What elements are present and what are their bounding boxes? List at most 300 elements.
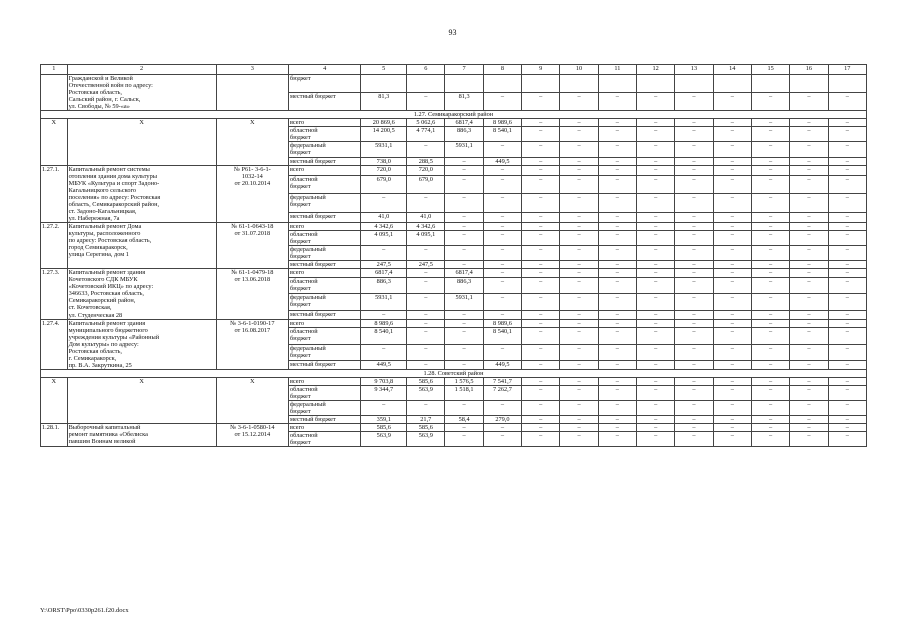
document-reference: № 61-1-0643-18 от 31.07.2018 xyxy=(216,222,288,268)
amount-cell: – xyxy=(522,175,560,194)
amount-cell: 81,3 xyxy=(445,93,483,111)
amount-cell: 585,6 xyxy=(407,377,445,385)
amount-cell: – xyxy=(713,424,751,432)
amount-cell: – xyxy=(828,416,866,424)
funding-source: бюджет xyxy=(289,75,361,93)
amount-cell: – xyxy=(445,165,483,175)
funding-source: областной бюджет xyxy=(289,385,361,400)
amount-cell: – xyxy=(637,319,675,328)
table-row xyxy=(41,269,867,278)
amount-cell: – xyxy=(407,269,445,278)
amount-cell: – xyxy=(828,230,866,245)
amount-cell: 8 540,1 xyxy=(361,328,407,344)
amount-cell: – xyxy=(483,277,521,293)
amount-cell: – xyxy=(675,432,713,447)
amount-cell: – xyxy=(828,165,866,175)
amount-cell: – xyxy=(828,175,866,194)
amount-cell: – xyxy=(598,194,636,213)
amount-cell: – xyxy=(407,277,445,293)
object-name: Капитальный ремонт здания муниципального бюджетного учреждения культуры «Районный Дом культуры» по адресу: Ростовская область, г. Семикаракорск, пр. В.А. Закруткина, 25 xyxy=(67,319,216,369)
amount-cell: – xyxy=(790,175,828,194)
amount-cell: – xyxy=(522,416,560,424)
amount-cell: – xyxy=(445,344,483,360)
table-row xyxy=(41,119,867,127)
amount-cell: – xyxy=(713,385,751,400)
amount-cell: – xyxy=(483,165,521,175)
amount-cell: – xyxy=(637,212,675,222)
section-header-row xyxy=(41,111,867,119)
amount-cell: – xyxy=(560,432,598,447)
amount-cell: – xyxy=(637,142,675,157)
amount-cell: 563,9 xyxy=(361,432,407,447)
amount-cell: – xyxy=(361,246,407,261)
amount-cell: – xyxy=(790,344,828,360)
amount-cell: – xyxy=(675,310,713,319)
amount-cell: – xyxy=(713,269,751,278)
funding-source: федеральный бюджет xyxy=(289,194,361,213)
amount-cell: – xyxy=(828,93,866,111)
amount-cell: 247,5 xyxy=(407,261,445,269)
amount-cell: 8 989,6 xyxy=(483,119,521,127)
object-name: Х xyxy=(67,119,216,165)
amount-cell: – xyxy=(828,319,866,328)
amount-cell: – xyxy=(598,328,636,344)
amount-cell: 679,0 xyxy=(361,175,407,194)
amount-cell: – xyxy=(675,127,713,142)
amount-cell: – xyxy=(361,310,407,319)
amount-cell: – xyxy=(713,175,751,194)
document-reference: № 3-6-1-0190-17 от 16.08.2017 xyxy=(216,319,288,369)
amount-cell: – xyxy=(637,119,675,127)
amount-cell: – xyxy=(560,424,598,432)
amount-cell: – xyxy=(675,277,713,293)
amount-cell: – xyxy=(407,344,445,360)
funding-source: федеральный бюджет xyxy=(289,246,361,261)
amount-cell: – xyxy=(637,127,675,142)
amount-cell: – xyxy=(790,230,828,245)
column-number-cell: 4 xyxy=(289,65,361,75)
funding-source: областной бюджет xyxy=(289,277,361,293)
amount-cell: – xyxy=(713,142,751,157)
section-header-row xyxy=(41,369,867,377)
amount-cell: 886,3 xyxy=(445,127,483,142)
amount-cell: – xyxy=(637,230,675,245)
amount-cell: 81,3 xyxy=(361,93,407,111)
amount-cell: – xyxy=(522,246,560,261)
amount-cell: – xyxy=(675,230,713,245)
amount-cell: – xyxy=(637,93,675,111)
amount-cell: – xyxy=(751,310,789,319)
amount-cell: – xyxy=(483,310,521,319)
amount-cell: – xyxy=(637,424,675,432)
amount-cell: – xyxy=(445,261,483,269)
amount-cell: – xyxy=(637,222,675,230)
amount-cell: – xyxy=(828,344,866,360)
object-name: Капитальный ремонт Дома культуры, расположенного по адресу: Ростовская область, город Семикаракорск, улица Серегина, дом 1 xyxy=(67,222,216,268)
amount-cell: – xyxy=(751,142,789,157)
amount-cell xyxy=(522,75,560,93)
amount-cell: – xyxy=(828,157,866,165)
amount-cell: 58,4 xyxy=(445,416,483,424)
amount-cell: – xyxy=(675,377,713,385)
funding-source: областной бюджет xyxy=(289,432,361,447)
amount-cell: – xyxy=(637,261,675,269)
amount-cell: – xyxy=(560,222,598,230)
item-number: 1.27.2. xyxy=(41,222,68,268)
amount-cell: – xyxy=(751,416,789,424)
amount-cell xyxy=(637,75,675,93)
amount-cell: – xyxy=(445,432,483,447)
amount-cell: – xyxy=(522,230,560,245)
amount-cell: – xyxy=(560,212,598,222)
amount-cell: – xyxy=(637,344,675,360)
amount-cell: – xyxy=(560,157,598,165)
amount-cell: – xyxy=(522,222,560,230)
amount-cell: – xyxy=(790,416,828,424)
amount-cell: – xyxy=(598,175,636,194)
amount-cell: – xyxy=(751,319,789,328)
amount-cell: – xyxy=(675,142,713,157)
amount-cell: – xyxy=(598,424,636,432)
funding-source: местный бюджет xyxy=(289,361,361,370)
amount-cell: – xyxy=(598,277,636,293)
amount-cell: – xyxy=(713,165,751,175)
amount-cell: – xyxy=(751,377,789,385)
amount-cell xyxy=(751,75,789,93)
amount-cell: – xyxy=(483,246,521,261)
section-title: 1.27. Семикаракорский район xyxy=(41,111,867,119)
item-number: 1.28.1. xyxy=(41,424,68,447)
amount-cell: 8 989,6 xyxy=(483,319,521,328)
amount-cell: – xyxy=(522,194,560,213)
amount-cell: – xyxy=(713,157,751,165)
amount-cell: 6817,4 xyxy=(361,269,407,278)
column-number-row xyxy=(41,65,867,75)
amount-cell: – xyxy=(445,361,483,370)
amount-cell: – xyxy=(598,344,636,360)
amount-cell xyxy=(675,75,713,93)
amount-cell: 4 095,1 xyxy=(361,230,407,245)
amount-cell xyxy=(445,75,483,93)
amount-cell: – xyxy=(828,401,866,416)
amount-cell: – xyxy=(522,294,560,310)
amount-cell: – xyxy=(483,175,521,194)
funding-source: местный бюджет xyxy=(289,157,361,165)
column-number-cell: 14 xyxy=(713,65,751,75)
amount-cell: – xyxy=(637,377,675,385)
amount-cell: – xyxy=(828,194,866,213)
amount-cell: – xyxy=(637,165,675,175)
section-title: 1.28. Советский район xyxy=(41,369,867,377)
amount-cell: – xyxy=(560,165,598,175)
amount-cell: – xyxy=(560,416,598,424)
amount-cell: – xyxy=(445,212,483,222)
amount-cell: – xyxy=(598,310,636,319)
column-number-cell: 12 xyxy=(637,65,675,75)
amount-cell: 14 200,5 xyxy=(361,127,407,142)
amount-cell: – xyxy=(522,269,560,278)
amount-cell: – xyxy=(445,157,483,165)
amount-cell: – xyxy=(560,319,598,328)
footer-file-path: Y:\ORST\Ppo\0330p261.f20.docx xyxy=(40,607,129,614)
amount-cell: – xyxy=(675,175,713,194)
document-reference: № Р61- 3-6-1- 1032-14 от 20.10.2014 xyxy=(216,165,288,222)
amount-cell: – xyxy=(407,310,445,319)
amount-cell: – xyxy=(751,93,789,111)
amount-cell xyxy=(828,75,866,93)
table-row xyxy=(41,75,867,93)
amount-cell: – xyxy=(675,385,713,400)
funding-source: местный бюджет xyxy=(289,93,361,111)
amount-cell: – xyxy=(828,377,866,385)
amount-cell: – xyxy=(675,261,713,269)
amount-cell: – xyxy=(713,261,751,269)
amount-cell: 886,3 xyxy=(445,277,483,293)
amount-cell: – xyxy=(522,212,560,222)
amount-cell: 6817,4 xyxy=(445,119,483,127)
amount-cell: – xyxy=(598,93,636,111)
amount-cell: – xyxy=(751,424,789,432)
amount-cell: – xyxy=(751,385,789,400)
amount-cell: – xyxy=(598,361,636,370)
amount-cell: – xyxy=(598,157,636,165)
amount-cell: – xyxy=(598,269,636,278)
amount-cell: – xyxy=(598,119,636,127)
amount-cell: – xyxy=(637,157,675,165)
amount-cell: – xyxy=(675,328,713,344)
amount-cell: – xyxy=(522,93,560,111)
amount-cell: – xyxy=(560,277,598,293)
amount-cell: – xyxy=(637,328,675,344)
amount-cell: – xyxy=(522,142,560,157)
amount-cell: – xyxy=(637,269,675,278)
amount-cell: – xyxy=(828,142,866,157)
amount-cell: – xyxy=(751,127,789,142)
amount-cell: – xyxy=(598,261,636,269)
amount-cell: 41,0 xyxy=(361,212,407,222)
amount-cell: – xyxy=(522,157,560,165)
amount-cell xyxy=(407,75,445,93)
amount-cell: – xyxy=(522,377,560,385)
amount-cell: – xyxy=(483,344,521,360)
amount-cell: 5931,1 xyxy=(361,142,407,157)
amount-cell xyxy=(713,75,751,93)
amount-cell: – xyxy=(713,416,751,424)
document-reference: № 61-1-0479-18 от 13.06.2018 xyxy=(216,269,288,319)
amount-cell: – xyxy=(675,269,713,278)
amount-cell: – xyxy=(483,93,521,111)
amount-cell: – xyxy=(713,246,751,261)
amount-cell: 5931,1 xyxy=(361,294,407,310)
amount-cell: 8 540,1 xyxy=(483,328,521,344)
amount-cell: – xyxy=(483,212,521,222)
amount-cell: – xyxy=(675,157,713,165)
funding-source: федеральный бюджет xyxy=(289,142,361,157)
amount-cell: – xyxy=(675,165,713,175)
column-number-cell: 3 xyxy=(216,65,288,75)
funding-source: всего xyxy=(289,377,361,385)
funding-source: областной бюджет xyxy=(289,328,361,344)
amount-cell: – xyxy=(637,194,675,213)
document-reference xyxy=(216,75,288,111)
amount-cell: – xyxy=(713,119,751,127)
amount-cell: – xyxy=(445,230,483,245)
amount-cell: – xyxy=(751,269,789,278)
funding-source: областной бюджет xyxy=(289,230,361,245)
table-row xyxy=(41,319,867,328)
funding-source: федеральный бюджет xyxy=(289,344,361,360)
page-number: 93 xyxy=(448,28,457,37)
amount-cell: – xyxy=(675,344,713,360)
amount-cell: – xyxy=(637,277,675,293)
amount-cell: – xyxy=(713,319,751,328)
amount-cell: – xyxy=(713,377,751,385)
amount-cell: – xyxy=(675,361,713,370)
amount-cell: – xyxy=(675,401,713,416)
document-reference: № 3-6-1-0580-14 от 15.12.2014 xyxy=(216,424,288,447)
amount-cell: – xyxy=(560,310,598,319)
amount-cell: – xyxy=(598,230,636,245)
amount-cell: – xyxy=(751,157,789,165)
amount-cell: 738,0 xyxy=(361,157,407,165)
amount-cell: – xyxy=(637,246,675,261)
amount-cell: – xyxy=(522,424,560,432)
amount-cell: – xyxy=(522,432,560,447)
amount-cell: – xyxy=(598,385,636,400)
amount-cell: – xyxy=(790,269,828,278)
amount-cell: – xyxy=(790,424,828,432)
amount-cell: – xyxy=(407,328,445,344)
amount-cell: 6817,4 xyxy=(445,269,483,278)
amount-cell: 7 262,7 xyxy=(483,385,521,400)
amount-cell: – xyxy=(445,319,483,328)
amount-cell: – xyxy=(560,119,598,127)
amount-cell: – xyxy=(713,328,751,344)
amount-cell: 41,0 xyxy=(407,212,445,222)
amount-cell: 449,5 xyxy=(361,361,407,370)
amount-cell: – xyxy=(522,344,560,360)
amount-cell: – xyxy=(790,194,828,213)
document-reference: Х xyxy=(216,119,288,165)
amount-cell: – xyxy=(790,277,828,293)
amount-cell: – xyxy=(675,93,713,111)
funding-source: областной бюджет xyxy=(289,127,361,142)
funding-source: федеральный бюджет xyxy=(289,401,361,416)
amount-cell: – xyxy=(522,310,560,319)
funding-source: всего xyxy=(289,424,361,432)
amount-cell: – xyxy=(361,344,407,360)
amount-cell: – xyxy=(522,385,560,400)
amount-cell: – xyxy=(361,194,407,213)
amount-cell: – xyxy=(751,328,789,344)
amount-cell: 21,7 xyxy=(407,416,445,424)
column-number-cell: 17 xyxy=(828,65,866,75)
amount-cell: – xyxy=(751,194,789,213)
amount-cell: 5931,1 xyxy=(445,294,483,310)
amount-cell: 585,6 xyxy=(361,424,407,432)
amount-cell: – xyxy=(751,294,789,310)
amount-cell: – xyxy=(560,142,598,157)
amount-cell: – xyxy=(828,261,866,269)
funding-source: местный бюджет xyxy=(289,261,361,269)
amount-cell: – xyxy=(560,377,598,385)
item-number xyxy=(41,75,68,111)
amount-cell xyxy=(790,75,828,93)
amount-cell: – xyxy=(713,230,751,245)
amount-cell: – xyxy=(483,432,521,447)
amount-cell: – xyxy=(828,269,866,278)
amount-cell: – xyxy=(675,424,713,432)
amount-cell: 4 095,1 xyxy=(407,230,445,245)
amount-cell: – xyxy=(828,119,866,127)
amount-cell: – xyxy=(790,328,828,344)
amount-cell: – xyxy=(445,424,483,432)
amount-cell xyxy=(361,75,407,93)
amount-cell: – xyxy=(598,222,636,230)
table-row xyxy=(41,424,867,432)
amount-cell: – xyxy=(522,119,560,127)
funding-source: всего xyxy=(289,165,361,175)
column-number-cell: 9 xyxy=(522,65,560,75)
table-row xyxy=(41,377,867,385)
column-number-cell: 11 xyxy=(598,65,636,75)
funding-source: местный бюджет xyxy=(289,212,361,222)
amount-cell: – xyxy=(598,142,636,157)
amount-cell: – xyxy=(483,294,521,310)
object-name: Капитальный ремонт здания Кочетовского СДК МБУК «Кочетовский ИКЦ» по адресу: 346633, Ростовская область, Семикаракорский район, ст. Кочетовская, ул. Студенческая 28 xyxy=(67,269,216,319)
amount-cell: – xyxy=(751,230,789,245)
amount-cell: – xyxy=(751,175,789,194)
amount-cell: – xyxy=(637,385,675,400)
item-number: 1.27.4. xyxy=(41,319,68,369)
amount-cell: – xyxy=(483,401,521,416)
amount-cell: – xyxy=(522,277,560,293)
amount-cell: – xyxy=(790,127,828,142)
amount-cell: – xyxy=(637,416,675,424)
amount-cell: 8 989,6 xyxy=(361,319,407,328)
amount-cell: – xyxy=(751,344,789,360)
amount-cell: – xyxy=(828,432,866,447)
amount-cell: – xyxy=(751,119,789,127)
amount-cell: – xyxy=(790,261,828,269)
amount-cell: – xyxy=(560,361,598,370)
amount-cell: – xyxy=(790,93,828,111)
amount-cell: – xyxy=(713,361,751,370)
amount-cell: – xyxy=(522,328,560,344)
amount-cell: – xyxy=(483,230,521,245)
amount-cell: – xyxy=(713,344,751,360)
object-name: Выборочный капитальный ремонт памятника «Обелиска павшим Воинам великой xyxy=(67,424,216,447)
object-name: Гражданской и Великой Отечественной войн по адресу: Ростовская область, Сальский район, г. Сальск, ул. Свободы, № 59-«а» xyxy=(67,75,216,111)
amount-cell: – xyxy=(483,194,521,213)
funding-source: местный бюджет xyxy=(289,310,361,319)
amount-cell: 4 774,1 xyxy=(407,127,445,142)
column-number-cell: 8 xyxy=(483,65,521,75)
amount-cell: – xyxy=(713,212,751,222)
amount-cell: 247,5 xyxy=(361,261,407,269)
amount-cell: – xyxy=(560,194,598,213)
amount-cell: – xyxy=(675,222,713,230)
table-row xyxy=(41,222,867,230)
amount-cell: 563,9 xyxy=(407,385,445,400)
column-number-cell: 6 xyxy=(407,65,445,75)
amount-cell: – xyxy=(361,401,407,416)
amount-cell: – xyxy=(828,277,866,293)
amount-cell: – xyxy=(828,328,866,344)
amount-cell: – xyxy=(790,246,828,261)
amount-cell: – xyxy=(828,385,866,400)
amount-cell: – xyxy=(637,294,675,310)
